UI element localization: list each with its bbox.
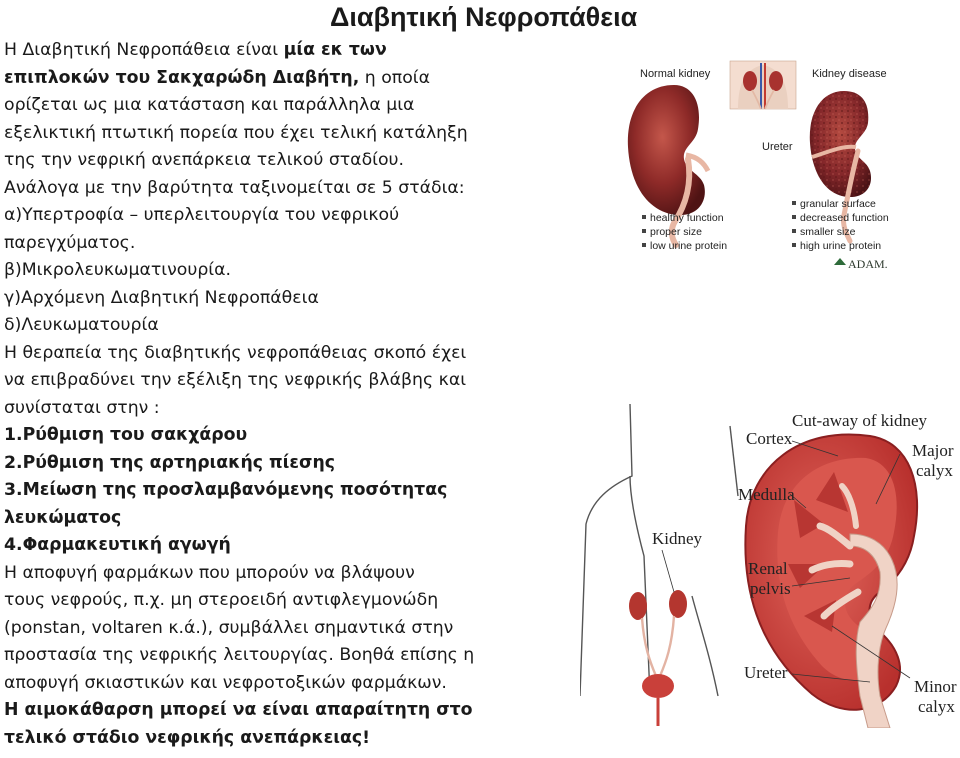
text-line xyxy=(4,202,524,230)
cutaway-title: Cut-away of kidney xyxy=(792,411,928,430)
text-line xyxy=(4,477,524,505)
text-line xyxy=(4,312,524,340)
text-line xyxy=(4,587,524,615)
minor-calyx-label-2: calyx xyxy=(918,697,955,716)
text-line xyxy=(4,560,524,588)
bullet-marker xyxy=(792,215,796,219)
text-line xyxy=(4,285,524,313)
text-segment: να επιβραδύνει την εξέλιξη της νεφρικής βλάβης και xyxy=(4,370,467,390)
body-text xyxy=(4,37,524,752)
text-segment: Η Διαβητική Νεφροπάθεια είναι xyxy=(4,40,284,60)
major-calyx-label-2: calyx xyxy=(916,461,953,480)
text-segment: η οποία xyxy=(359,67,431,88)
bold-text: λευκώματος xyxy=(4,507,122,528)
text-line xyxy=(4,340,524,368)
disease-bullet-1: granular surface xyxy=(800,198,876,210)
text-line xyxy=(4,422,524,450)
text-segment: Η θεραπεία της διαβητικής νεφροπάθειας σκοπό έχει xyxy=(4,342,467,363)
major-calyx-label-1: Major xyxy=(912,441,954,460)
normal-bullet-3: low urine protein xyxy=(650,240,728,252)
urinary-system xyxy=(629,590,687,726)
normal-bullet-2: proper size xyxy=(650,226,702,238)
text-segment: ορίζεται ως μια κατάσταση και παράλληλα μια xyxy=(4,95,415,115)
disease-bullet-2: decreased function xyxy=(800,212,889,224)
bold-text: τελικό στάδιο νεφρικής ανεπάρκειας! xyxy=(4,727,370,748)
text-segment: της την νεφρική ανεπάρκεια τελικού σταδίου. xyxy=(4,150,405,170)
bold-text: Η αιμοκάθαρση μπορεί να είναι απαραίτητη στο xyxy=(4,700,473,720)
text-line xyxy=(4,230,524,258)
text-line xyxy=(4,725,524,753)
text-line xyxy=(4,450,524,478)
kidney-disease-label: Kidney disease xyxy=(812,68,887,80)
text-segment: Ανάλογα με την βαρύτητα ταξινομείται σε 5 στάδια: xyxy=(4,177,465,198)
bold-text: 4.Φαρμακευτική αγωγή xyxy=(4,535,231,555)
text-line xyxy=(4,175,524,203)
body-outline xyxy=(580,404,738,696)
kidney-label: Kidney xyxy=(652,529,703,548)
normal-bullet-1: healthy function xyxy=(650,212,724,224)
disease-bullet-3: smaller size xyxy=(800,226,856,238)
disease-bullets xyxy=(792,198,889,252)
minor-calyx-label-1: Minor xyxy=(914,677,957,696)
text-segment: Η αποφυγή φαρμάκων που μπορούν να βλάψουν xyxy=(4,562,415,583)
normal-bullets xyxy=(642,212,727,252)
kidney-cutaway-figure xyxy=(580,396,960,728)
bold-text: επιπλοκών του Σακχαρώδη Διαβήτη, xyxy=(4,67,360,88)
cortex-label: Cortex xyxy=(746,429,793,448)
text-segment: γ)Αρχόμενη Διαβητική Νεφροπάθεια xyxy=(4,287,319,308)
text-line xyxy=(4,37,524,65)
bold-text: μία εκ των xyxy=(283,40,387,60)
kidney-comparison-figure xyxy=(612,55,930,287)
text-segment: (ponstan, voltaren κ.ά.), συμβάλλει σημαντικά στην xyxy=(4,617,454,638)
text-segment: δ)Λευκωματουρία xyxy=(4,315,159,335)
bullet-marker xyxy=(792,243,796,247)
adam-logo xyxy=(834,257,888,271)
text-segment: β)Μικρολευκωματινουρία. xyxy=(4,260,232,280)
renal-pelvis-label-1: Renal xyxy=(748,559,788,578)
text-line xyxy=(4,642,524,670)
normal-kidney-label: Normal kidney xyxy=(640,68,711,80)
bullet-marker xyxy=(642,215,646,219)
text-line xyxy=(4,670,524,698)
text-line xyxy=(4,120,524,148)
medulla-label: Medulla xyxy=(738,485,795,504)
bold-text: 1.Ρύθμιση του σακχάρου xyxy=(4,425,248,445)
ureter-label-top: Ureter xyxy=(762,141,793,153)
text-segment: τους νεφρούς, π.χ. μη στεροειδή αντιφλεγμονώδη xyxy=(4,590,439,610)
bold-text: 3.Μείωση της προσλαμβανόμενης ποσότητας xyxy=(4,480,448,500)
text-line xyxy=(4,395,524,423)
text-line xyxy=(4,697,524,725)
text-line xyxy=(4,532,524,560)
text-line xyxy=(4,92,524,120)
slide-title: Διαβητική Νεφροπάθεια xyxy=(330,2,638,32)
text-line xyxy=(4,615,524,643)
bullet-marker xyxy=(792,201,796,205)
text-segment: προστασία της νεφρικής λειτουργίας. Βοηθά επίσης η xyxy=(4,645,475,665)
text-line xyxy=(4,65,524,93)
renal-pelvis-label-2: pelvis xyxy=(750,579,791,598)
bullet-marker xyxy=(792,229,796,233)
text-line xyxy=(4,367,524,395)
text-segment: συνίσταται στην : xyxy=(4,397,160,418)
text-line xyxy=(4,505,524,533)
text-segment: εξελικτική πτωτική πορεία που έχει τελική κατάληξη xyxy=(4,122,468,143)
disease-bullet-4: high urine protein xyxy=(800,240,882,252)
ureter-label: Ureter xyxy=(744,663,788,682)
bold-text: 2.Ρύθμιση της αρτηριακής πίεσης xyxy=(4,452,336,473)
text-segment: παρεγχύματος. xyxy=(4,232,136,253)
text-segment: αποφυγή σκιαστικών και νεφροτοξικών φαρμάκων. xyxy=(4,672,447,693)
bullet-marker xyxy=(642,229,646,233)
adam-logo-text: ADAM. xyxy=(848,257,888,271)
text-segment: α)Υπερτροφία – υπερλειτουργία του νεφρικού xyxy=(4,205,400,225)
text-line xyxy=(4,147,524,175)
torso-inset xyxy=(730,61,796,109)
text-line xyxy=(4,257,524,285)
bullet-marker xyxy=(642,243,646,247)
